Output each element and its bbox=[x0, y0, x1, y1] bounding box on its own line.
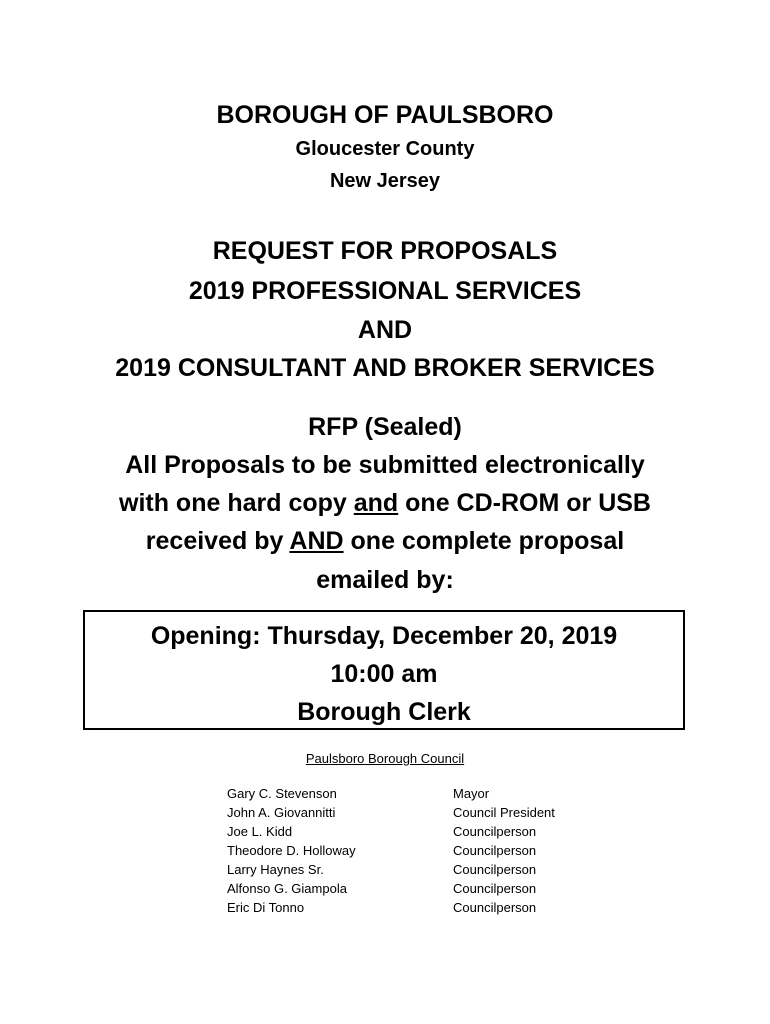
member-role: Councilperson bbox=[453, 881, 537, 896]
list-item bbox=[227, 784, 653, 803]
rfp-line-3-text-b: one CD-ROM or USB bbox=[398, 489, 651, 517]
list-item bbox=[227, 898, 653, 917]
rfp-line-5: emailed by: bbox=[316, 566, 454, 594]
list-item bbox=[227, 860, 653, 879]
borough-title: BOROUGH OF PAULSBORO bbox=[216, 101, 554, 129]
member-name: Larry Haynes Sr. bbox=[227, 862, 324, 877]
member-name: Theodore D. Holloway bbox=[227, 843, 356, 858]
list-item bbox=[227, 803, 653, 822]
opening-time: 10:00 am bbox=[330, 660, 438, 688]
member-name: Alfonso G. Giampola bbox=[227, 881, 347, 896]
member-name: Gary C. Stevenson bbox=[227, 786, 337, 801]
request-line-2: 2019 PROFESSIONAL SERVICES bbox=[188, 277, 582, 305]
state-label: New Jersey bbox=[329, 170, 441, 192]
rfp-sealed: RFP (Sealed) bbox=[308, 413, 462, 441]
rfp-line-4-text-a: received by bbox=[145, 527, 290, 555]
rfp-line-4 bbox=[0, 527, 770, 556]
rfp-line-4-text-b: one complete proposal bbox=[343, 527, 625, 555]
request-line-3: AND bbox=[357, 316, 413, 344]
rfp-line-4-underlined: AND bbox=[289, 527, 344, 555]
list-item bbox=[227, 879, 653, 898]
member-role: Councilperson bbox=[453, 862, 537, 877]
member-name: Eric Di Tonno bbox=[227, 900, 305, 915]
rfp-line-3-underlined: and bbox=[353, 489, 399, 517]
member-name: John A. Giovannitti bbox=[227, 805, 336, 820]
request-line-1: REQUEST FOR PROPOSALS bbox=[212, 237, 558, 265]
council-members-list bbox=[227, 784, 653, 917]
member-role: Council President bbox=[453, 805, 555, 820]
member-role: Councilperson bbox=[453, 900, 537, 915]
opening-date: Opening: Thursday, December 20, 2019 bbox=[150, 622, 618, 650]
county-label: Gloucester County bbox=[295, 138, 475, 160]
list-item bbox=[227, 822, 653, 841]
list-item bbox=[227, 841, 653, 860]
rfp-line-3-text-a: with one hard copy bbox=[119, 489, 354, 517]
request-line-4: 2019 CONSULTANT AND BROKER SERVICES bbox=[115, 354, 655, 382]
member-role: Councilperson bbox=[453, 843, 537, 858]
rfp-line-3 bbox=[0, 489, 770, 518]
member-name: Joe L. Kidd bbox=[227, 824, 293, 839]
opening-box bbox=[83, 610, 685, 730]
member-role: Councilperson bbox=[453, 824, 537, 839]
opening-location: Borough Clerk bbox=[297, 698, 471, 726]
rfp-line-2: All Proposals to be submitted electronically bbox=[125, 451, 645, 479]
council-title: Paulsboro Borough Council bbox=[305, 751, 465, 766]
member-role: Mayor bbox=[453, 786, 490, 801]
